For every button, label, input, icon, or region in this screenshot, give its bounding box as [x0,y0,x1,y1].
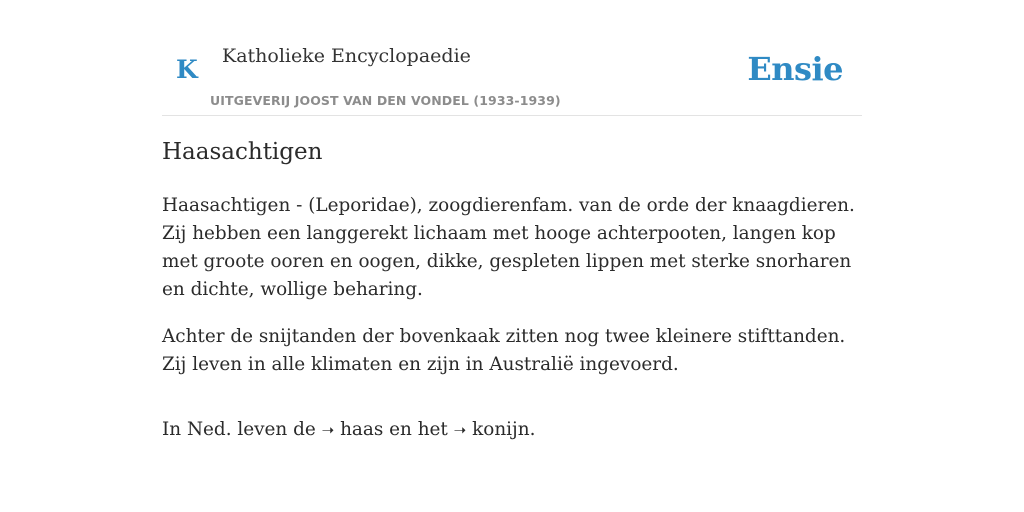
page [162,0,862,512]
paragraph-text: en het [383,419,454,440]
arrow-icon: ➝ [453,421,467,439]
paragraph: Haasachtigen - (Leporidae), zoogdierenfam. van de orde der knaagdieren. Zij hebben een langgerekt lichaam met hooge achterpooten, langen kop met groote ooren en oogen, dikke, gespleten lippen met sterke snorharen en dichte, wollige beharing. [162,195,855,300]
arrow-icon: ➝ [321,421,335,439]
book-title[interactable]: Katholieke Encyclopaedie [222,45,471,67]
paragraph-text: . [529,419,536,440]
ensie-logo[interactable]: Ensie [747,50,843,88]
article-title: Haasachtigen [162,139,323,165]
publisher-label: UITGEVERIJ JOOST VAN DEN VONDEL (1933-1939) [210,93,561,108]
link-konijn[interactable]: konijn [472,419,530,440]
header [162,0,862,116]
paragraph: Achter de snijtanden der bovenkaak zitten nog twee kleinere stifttanden. Zij leven in alle klimaten en zijn in Australië ingevoerd. [162,326,846,375]
book-logo[interactable]: K [176,55,198,84]
paragraph-text: In Ned. leven de [162,419,322,440]
paragraph [162,416,862,444]
article-body [162,192,862,463]
link-haas[interactable]: haas [340,419,384,440]
